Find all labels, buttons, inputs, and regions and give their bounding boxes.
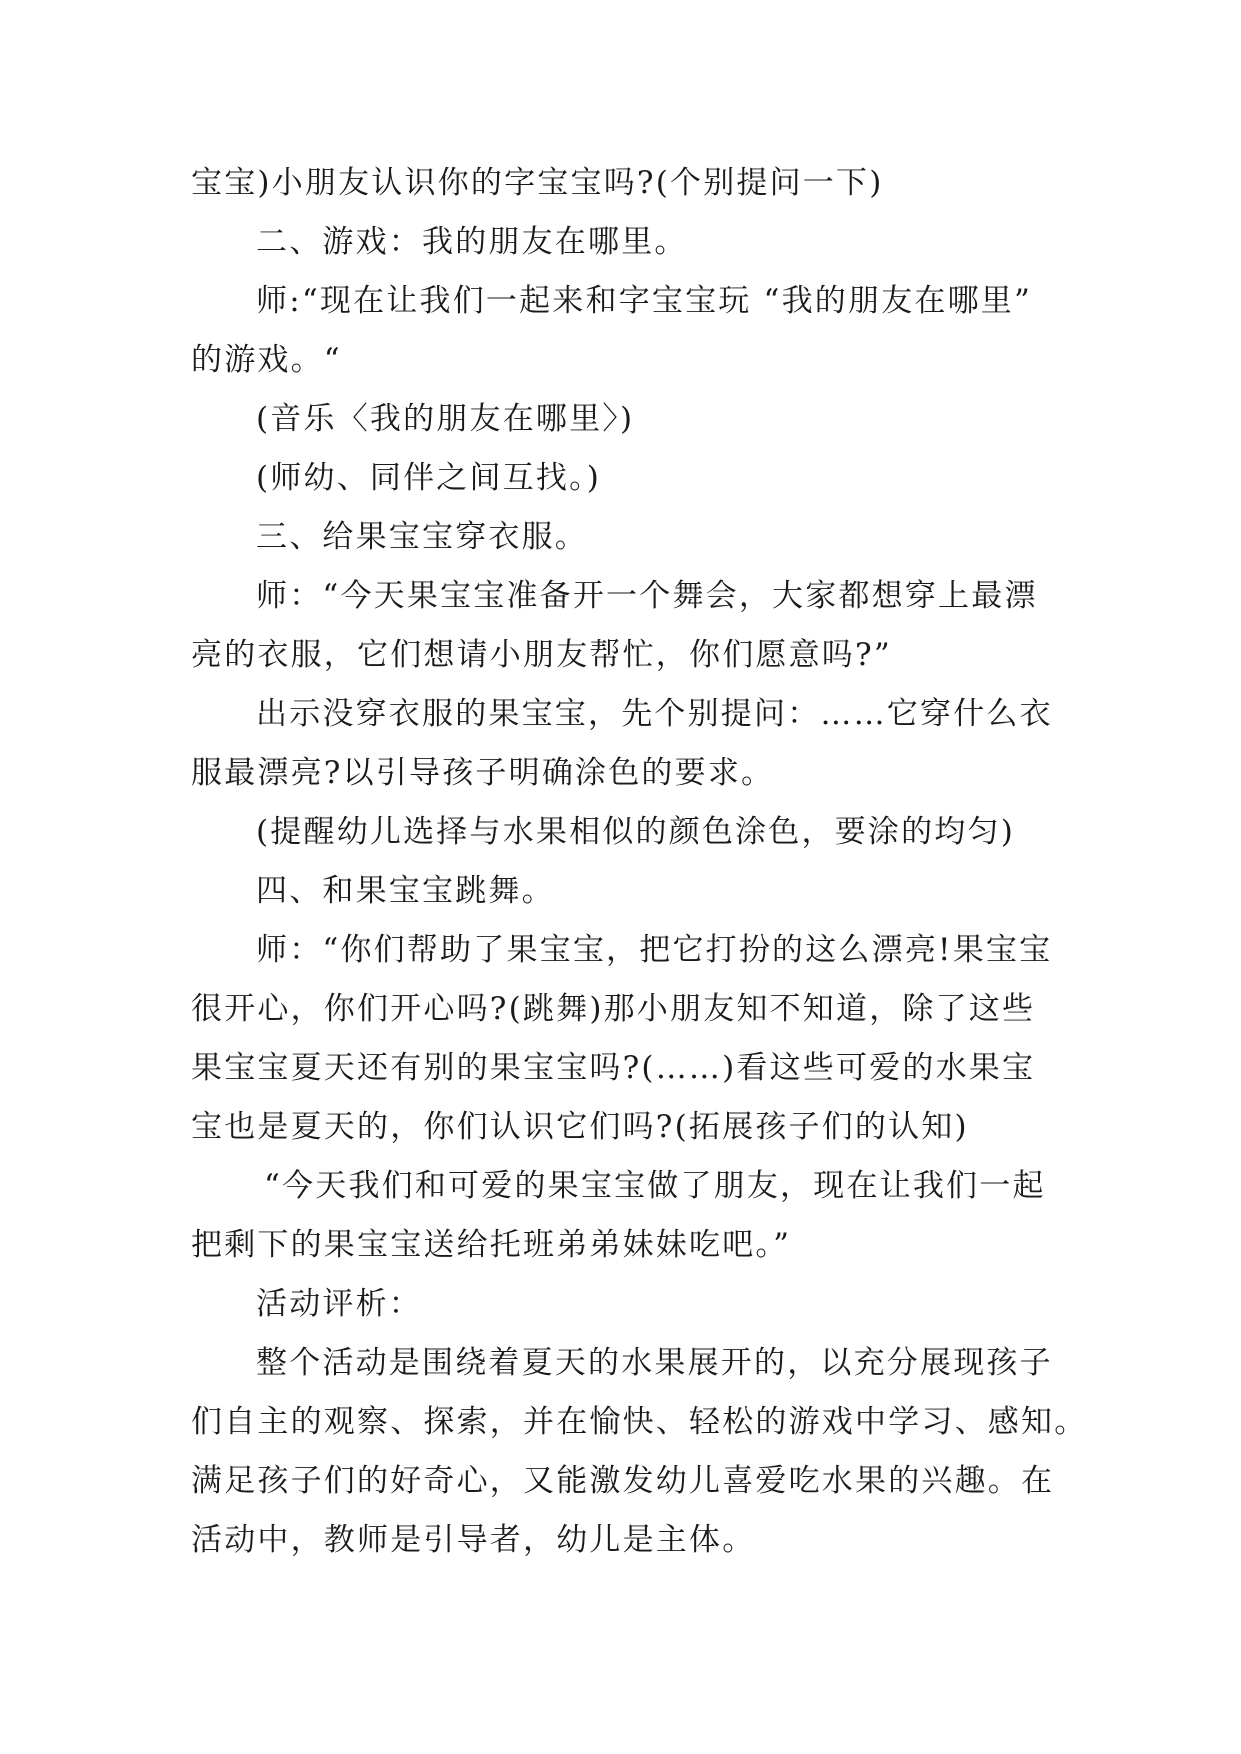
text-line-5: (音乐〈我的朋友在哪里〉) <box>256 401 635 437</box>
text-line-3: 师:“现在让我们一起来和字宝宝玩 “我的朋友在哪里” <box>256 283 1033 319</box>
text-line-16: 果宝宝夏天还有别的果宝宝吗?(……)看这些可爱的水果宝 <box>191 1050 1036 1086</box>
text-line-12: (提醒幼儿选择与水果相似的颜色涂色，要涂的均匀) <box>256 814 1015 850</box>
text-line-11: 服最漂亮?以引导孩子明确涂色的要求。 <box>191 755 775 791</box>
text-line-21: 整个活动是围绕着夏天的水果展开的，以充分展现孩子 <box>256 1345 1053 1381</box>
text-line-10: 出示没穿衣服的果宝宝，先个别提问：……它穿什么衣 <box>256 696 1053 732</box>
text-line-8: 师：“今天果宝宝准备开一个舞会，大家都想穿上最漂 <box>256 578 1038 614</box>
text-line-17: 宝也是夏天的，你们认识它们吗?(拓展孩子们的认知) <box>191 1109 969 1145</box>
text-line-23: 满足孩子们的好奇心，又能激发幼儿喜爱吃水果的兴趣。在 <box>191 1463 1055 1499</box>
text-line-7: 三、给果宝宝穿衣服。 <box>256 519 588 555</box>
text-line-6: (师幼、同伴之间互找。) <box>256 460 602 496</box>
text-line-22: 们自主的观察、探索，并在愉快、轻松的游戏中学习、感知。 <box>191 1404 1088 1440</box>
text-line-18: “今天我们和可爱的果宝宝做了朋友，现在让我们一起 <box>264 1168 1046 1204</box>
text-line-13: 四、和果宝宝跳舞。 <box>256 873 555 909</box>
text-line-20: 活动评析： <box>256 1286 422 1322</box>
text-line-24: 活动中，教师是引导者，幼儿是主体。 <box>191 1522 756 1558</box>
text-line-2: 二、游戏：我的朋友在哪里。 <box>256 224 688 260</box>
text-line-1: 宝宝)小朋友认识你的字宝宝吗?(个别提问一下) <box>191 165 884 201</box>
text-line-15: 很开心，你们开心吗?(跳舞)那小朋友知不知道，除了这些 <box>191 991 1036 1027</box>
text-line-14: 师：“你们帮助了果宝宝，把它打扮的这么漂亮!果宝宝 <box>256 932 1053 968</box>
text-line-4: 的游戏。“ <box>191 342 342 378</box>
text-line-9: 亮的衣服，它们想请小朋友帮忙，你们愿意吗?” <box>191 637 892 673</box>
text-line-19: 把剩下的果宝宝送给托班弟弟妹妹吃吧。” <box>191 1227 792 1263</box>
